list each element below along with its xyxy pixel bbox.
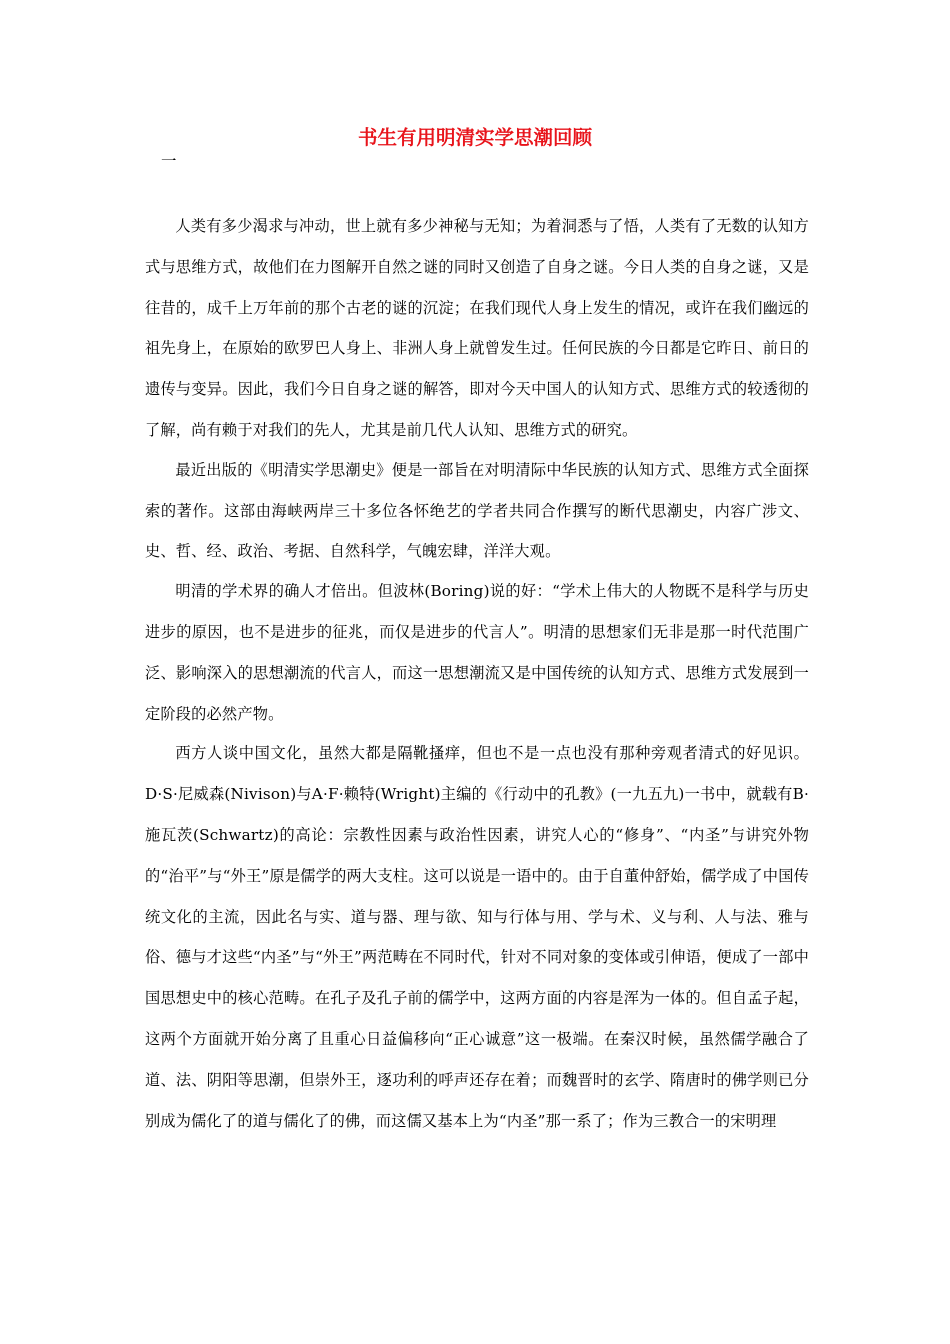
paragraph-2: 最近出版的《明清实学思潮史》便是一部旨在对明清际中华民族的认知方式、思维方式全面探索的著作。这部由海峡两岸三十多位各怀绝艺的学者共同合作撰写的断代思潮史，内容广涉文、史、哲、经、政治、考据、自然科学，气魄宏肆，洋洋大观。	[145, 460, 809, 561]
document-body	[145, 206, 809, 1141]
paragraph-3: 明清的学术界的确人才倍出。但波林(Boring)说的好：“学术上伟大的人物既不是科学与历史进步的原因，也不是进步的征兆，而仅是进步的代言人”。明清的思想家们无非是那一时代范围广泛、影响深入的思想潮流的代言人，而这一思想潮流又是中国传统的认知方式、思维方式发展到一定阶段的必然产物。	[145, 582, 809, 723]
document-title: 书生有用明清实学思潮回顾	[357, 126, 592, 149]
section-number: 一	[161, 152, 177, 170]
paragraph-4: 西方人谈中国文化，虽然大都是隔靴搔痒，但也不是一点也没有那种旁观者清式的好见识。D·S·尼威森(Nivison)与A·F·赖特(Wright)主编的《行动中的孔教》(一九五九)一书中，就载有B·施瓦茨(Schwartz)的高论：宗教性因素与政治性因素，讲究人心的“修身”、“内圣”与讲究外物的“治平”与“外王”原是儒学的两大支柱。这可以说是一语中的。由于自董仲舒始，儒学成了中国传统文化的主流，因此名与实、道与器、理与欲、知与行体与用、学与术、义与利、人与法、雅与俗、德与才这些“内圣”与“外王”两范畴在不同时代，针对不同对象的变体或引伸语，便成了一部中国思想史中的核心范畴。在孔子及孔子前的儒学中，这两方面的内容是浑为一体的。但自孟子起，这两个方面就开始分离了且重心日益偏移向“正心诚意”这一极端。在秦汉时候，虽然儒学融合了道、法、阴阳等思潮，但崇外王，逐功利的呼声还存在着；而魏晋时的玄学、隋唐时的佛学则已分别成为儒化了的道与儒化了的佛，而这儒又基本上为“内圣”那一系了；作为三教合一的宋明理	[145, 744, 809, 1130]
paragraph-1: 人类有多少渴求与冲动，世上就有多少神秘与无知；为着洞悉与了悟，人类有了无数的认知方式与思维方式，故他们在力图解开自然之谜的同时又创造了自身之谜。今日人类的自身之谜，又是往昔的，成千上万年前的那个古老的谜的沉淀；在我们现代人身上发生的情况，或许在我们幽远的祖先身上，在原始的欧罗巴人身上、非洲人身上就曾发生过。任何民族的今日都是它昨日、前日的遗传与变异。因此，我们今日自身之谜的解答，即对今天中国人的认知方式、思维方式的较透彻的了解，尚有赖于对我们的先人，尤其是前几代人认知、思维方式的研究。	[145, 217, 809, 439]
